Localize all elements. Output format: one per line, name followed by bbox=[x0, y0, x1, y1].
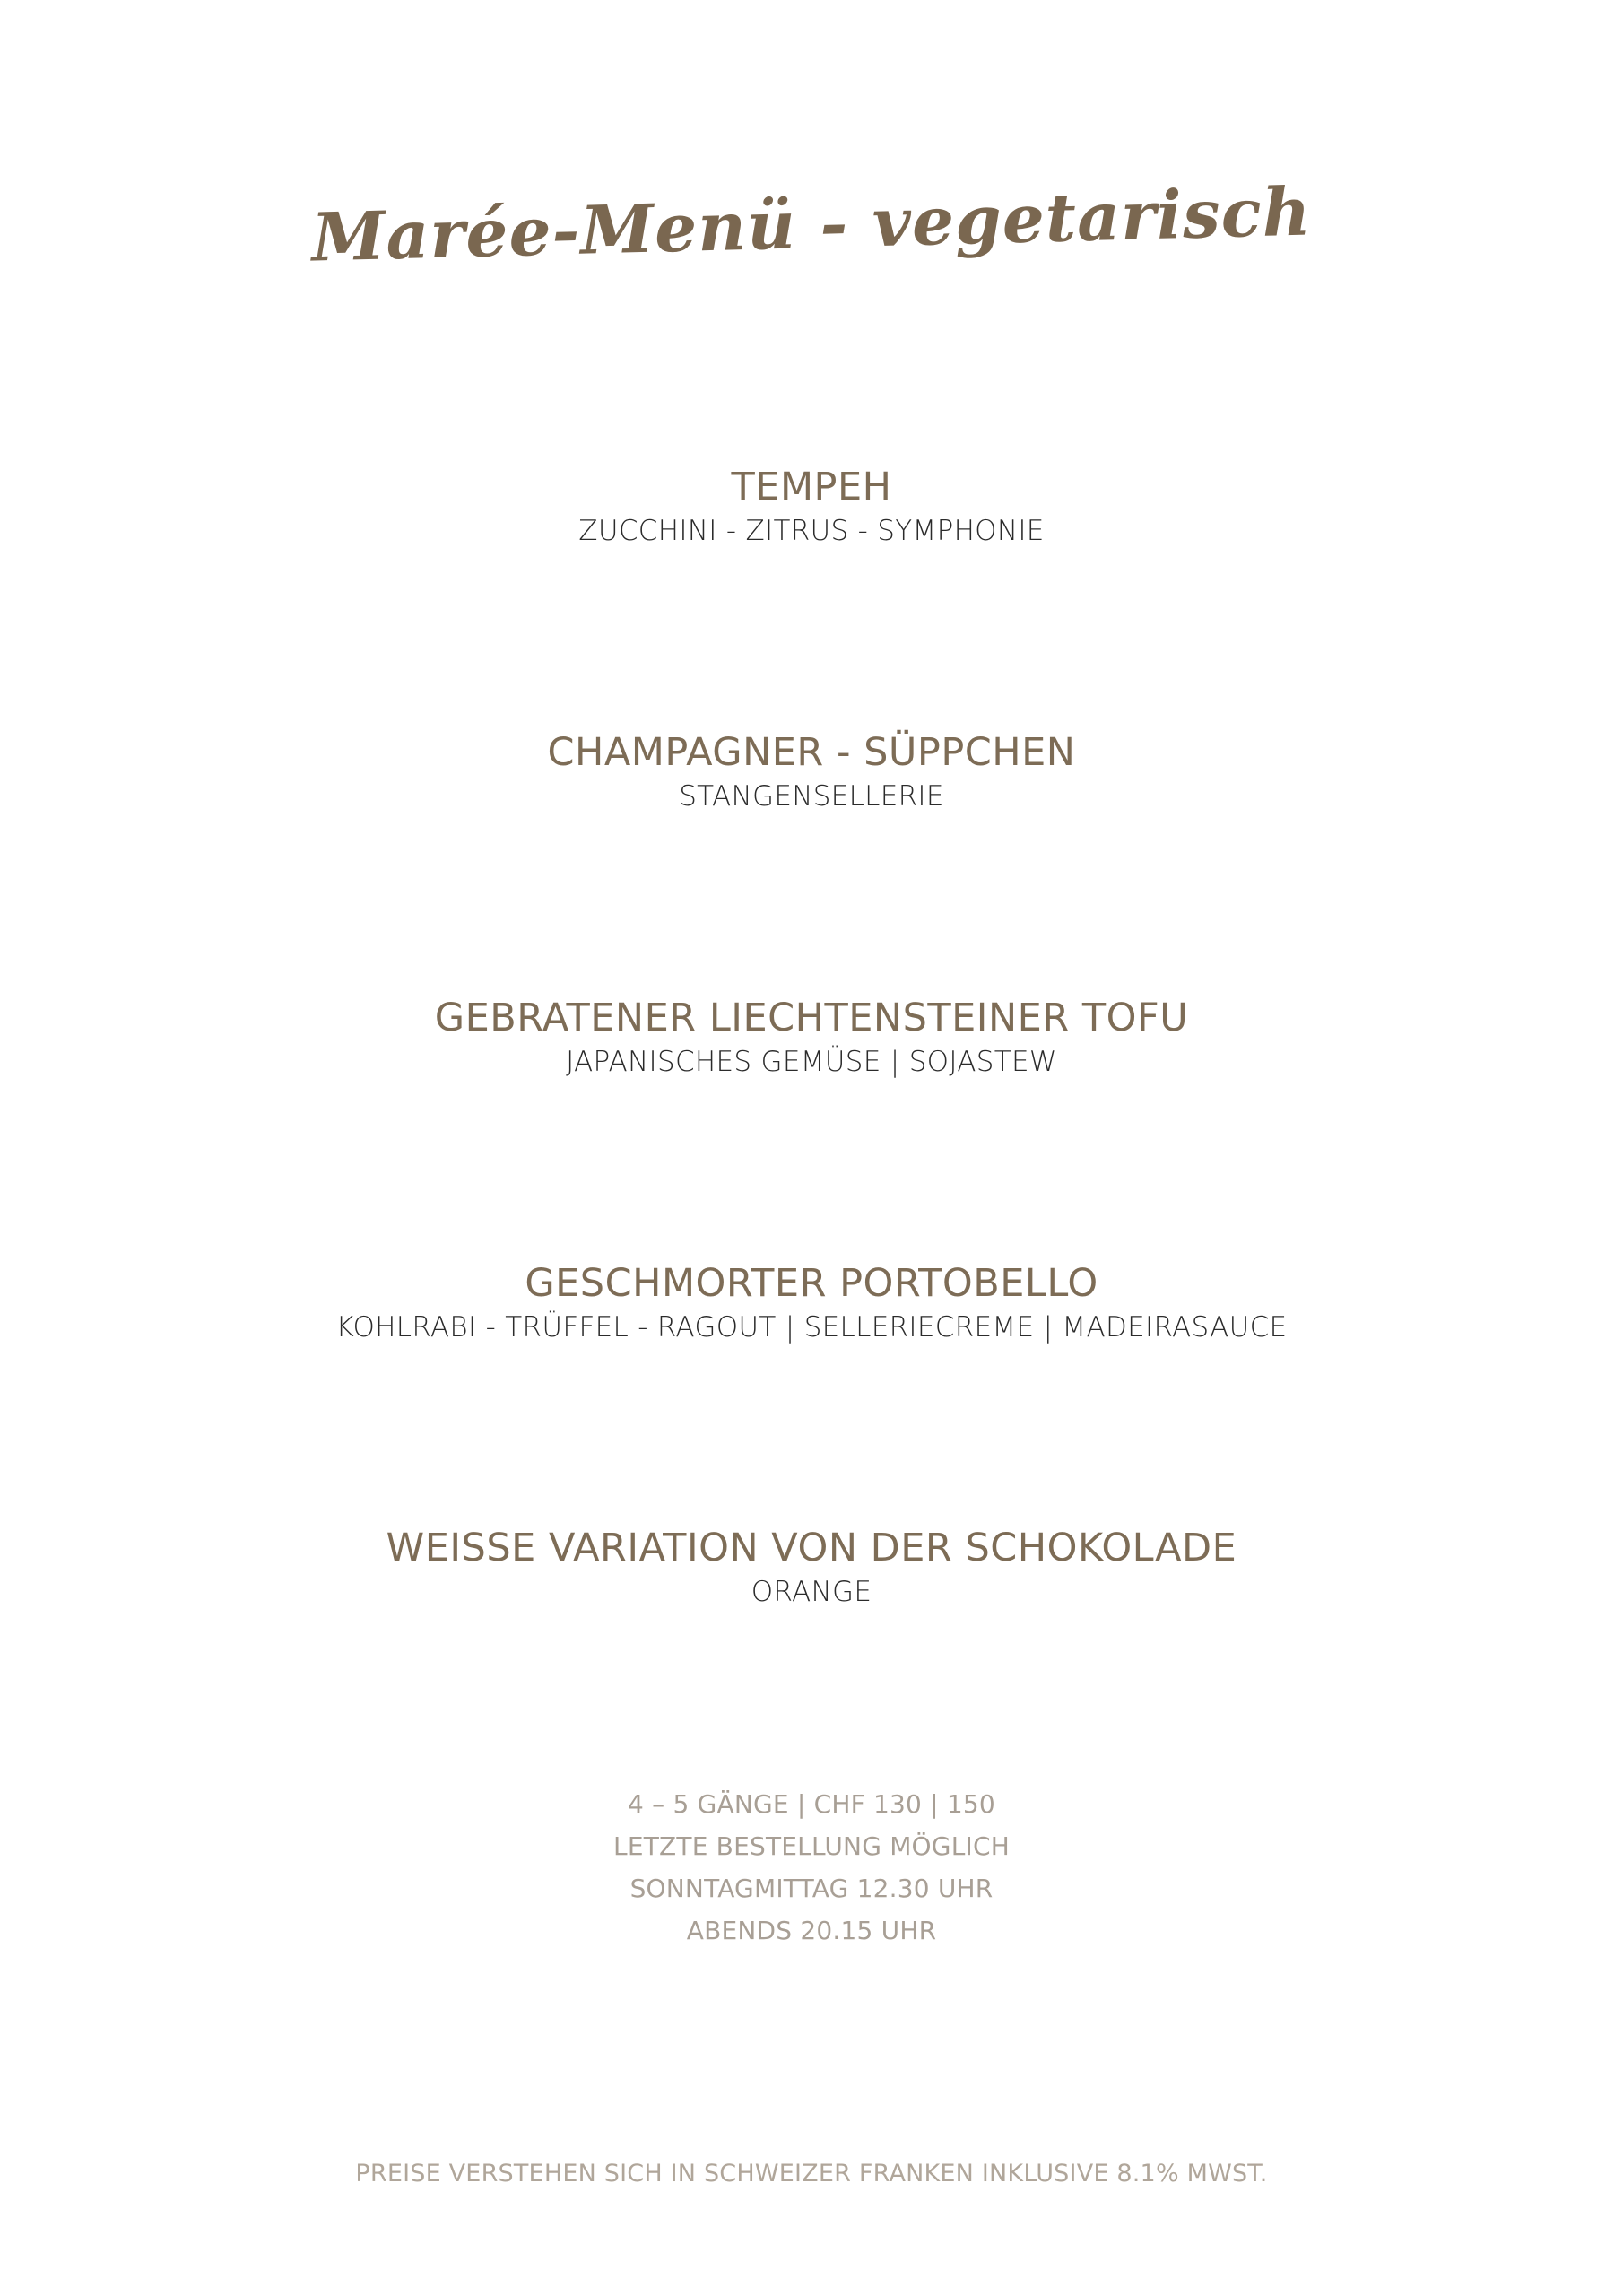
course-name: GEBRATENER LIECHTENSTEINER TOFU bbox=[434, 996, 1189, 1040]
course-description: JAPANISCHES GEMÜSE | SOJASTEW bbox=[566, 1046, 1057, 1078]
course-description: ORANGE bbox=[751, 1576, 872, 1608]
course-name: GESCHMORTER PORTOBELLO bbox=[525, 1261, 1098, 1306]
course-5 bbox=[0, 1523, 1623, 1611]
course-description: KOHLRABI - TRÜFFEL - RAGOUT | SELLERIECREME | MADEIRASAUCE bbox=[335, 1311, 1288, 1344]
menu-info bbox=[0, 1783, 1623, 1952]
evening-time: ABENDS 20.15 UHR bbox=[686, 1916, 937, 1945]
sunday-lunch-time: SONNTAGMITTAG 12.30 UHR bbox=[629, 1874, 994, 1903]
course-4 bbox=[0, 1258, 1623, 1346]
course-description: ZUCCHINI - ZITRUS - SYMPHONIE bbox=[578, 515, 1045, 547]
menu-title: Marée-Menü - vegetarisch bbox=[310, 173, 1313, 277]
course-name: WEISSE VARIATION VON DER SCHOKOLADE bbox=[386, 1526, 1237, 1570]
course-2 bbox=[0, 727, 1623, 815]
price-footnote: PREISE VERSTEHEN SICH IN SCHWEIZER FRANKEN INKLUSIVE 8.1% MWST. bbox=[355, 2160, 1268, 2187]
price-line: 4 – 5 GÄNGE | CHF 130 | 150 bbox=[628, 1789, 995, 1819]
course-1 bbox=[0, 462, 1623, 550]
course-name: CHAMPAGNER - SÜPPCHEN bbox=[547, 730, 1076, 775]
last-order-label: LETZTE BESTELLUNG MÖGLICH bbox=[613, 1831, 1010, 1861]
course-3 bbox=[0, 993, 1623, 1081]
course-name: TEMPEH bbox=[731, 465, 892, 509]
course-description: STANGENSELLERIE bbox=[679, 780, 944, 813]
